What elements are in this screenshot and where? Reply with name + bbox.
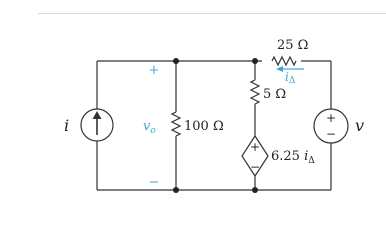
dep-minus-sign: − bbox=[249, 160, 261, 174]
vsource-plus-sign: + bbox=[325, 111, 337, 125]
node-bottom-right bbox=[252, 187, 258, 193]
r25-resistor bbox=[272, 57, 296, 65]
r5-resistor bbox=[251, 80, 259, 104]
node-top-left bbox=[173, 58, 179, 64]
r100-resistor bbox=[172, 112, 180, 136]
vo-label-sub: o bbox=[150, 126, 156, 136]
r5-label: 5 Ω bbox=[263, 87, 287, 102]
r100-label: 100 Ω bbox=[184, 119, 224, 134]
dep-source-var: i bbox=[304, 149, 309, 164]
i-delta-label bbox=[285, 70, 296, 86]
r25-label: 25 Ω bbox=[277, 38, 309, 53]
node-bottom-left bbox=[173, 187, 179, 193]
current-source bbox=[81, 109, 113, 141]
vsource-minus-sign: − bbox=[325, 127, 337, 141]
dep-source-coeff: 6.25 bbox=[271, 149, 305, 164]
i-delta-arrow-head bbox=[276, 66, 283, 72]
top-divider bbox=[38, 13, 386, 14]
vo-label-main: v bbox=[143, 119, 151, 134]
dep-source-sub: Δ bbox=[308, 156, 315, 166]
dep-source-label bbox=[271, 149, 315, 166]
vo-label bbox=[143, 119, 156, 136]
dep-plus-sign: + bbox=[249, 140, 261, 154]
dependent-source bbox=[242, 136, 268, 176]
voltage-source-label: v bbox=[355, 116, 365, 135]
i-delta-sub: Δ bbox=[288, 76, 296, 86]
node-top-right bbox=[252, 58, 258, 64]
vo-minus-sign: − bbox=[148, 175, 160, 190]
source-current-label: i bbox=[64, 116, 70, 135]
vo-plus-sign: + bbox=[148, 63, 160, 78]
i-delta-main: i bbox=[285, 70, 289, 84]
voltage-source bbox=[314, 109, 348, 143]
